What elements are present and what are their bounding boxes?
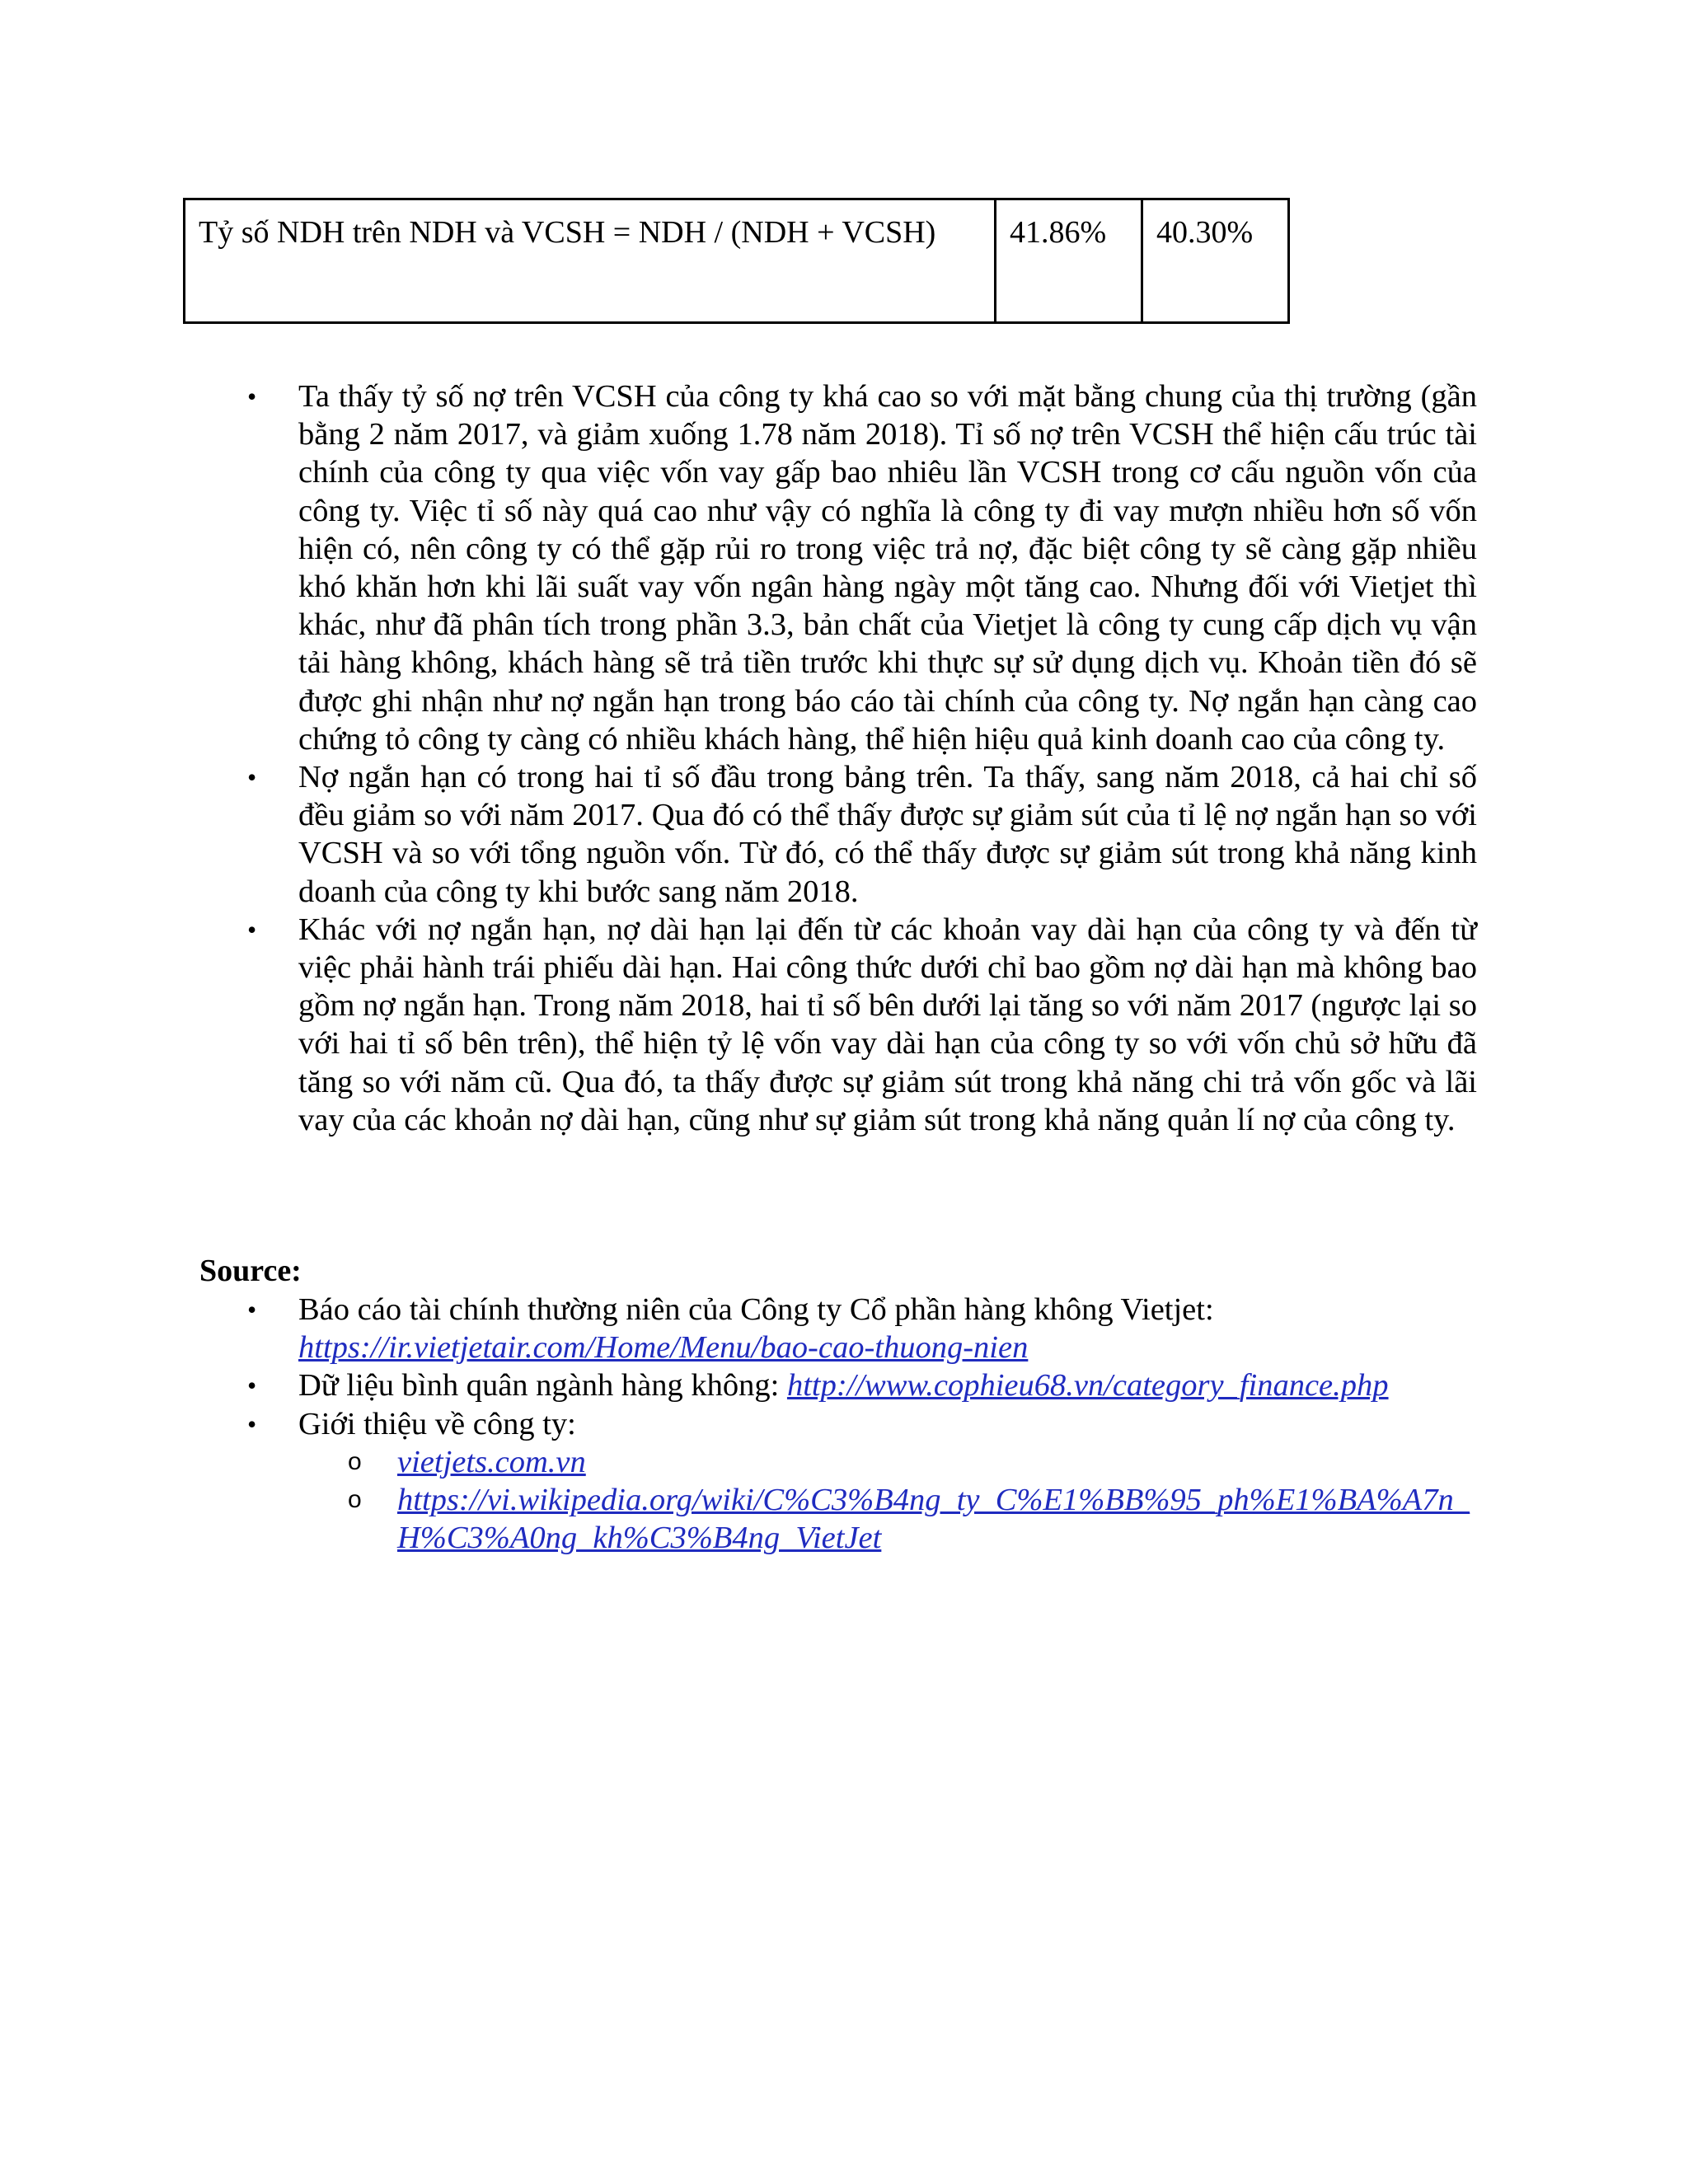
bullet-icon: • (247, 914, 257, 944)
value-2018-cell: 40.30% (1142, 199, 1289, 323)
source-text: Dữ liệu bình quân ngành hàng không: (298, 1368, 780, 1404)
bullet-text: Ta thấy tỷ số nợ trên VCSH của công ty khá cao so với mặt bằng chung của thị trường (gần bằng 2 năm 2017, và giảm xuống 1.78 năm 2018). Tỉ số nợ trên VCSH thể hiện cấu trúc tài chính của công ty qua việc vốn vay gấp bao nhiêu lần VCSH trong cơ cấu nguồn vốn của công ty. Việc tỉ số này quá cao như vậy có nghĩa là công ty đi vay mượn nhiều hơn số vốn hiện có, nên công ty có thể gặp rủi ro trong việc trả nợ, đặc biệt công ty sẽ càng gặp nhiều khó khăn hơn khi lãi suất vay vốn ngân hàng ngày một tăng cao. Nhưng đối với Vietjet thì khác, như đã phân tích trong phần 3.3, bản chất của Vietjet là công ty cung cấp dịch vụ vận tải hàng không, khách hàng sẽ trả tiền trước khi thực sự sử dụng dịch vụ. Khoản tiền đó sẽ được ghi nhận như nợ ngắn hạn trong báo cáo tài chính của công ty. Nợ ngắn hạn càng cao chứng tỏ công ty càng có nhiều khách hàng, thể hiện hiệu quả kinh doanh cao của công ty. (298, 379, 1477, 757)
sub-list-item (348, 1481, 1485, 1557)
source-text: Giới thiệu về công ty: (298, 1406, 576, 1441)
source-text: Báo cáo tài chính thường niên của Công ty Cổ phần hàng không Vietjet: (298, 1292, 1214, 1327)
annual-report-link[interactable]: https://ir.vietjetair.com/Home/Menu/bao-cao-thuong-nien (298, 1330, 1029, 1366)
bullet-icon: • (247, 762, 257, 793)
source-heading: Source: (199, 1254, 302, 1288)
source-item (247, 1291, 1477, 1366)
bullet-text: Khác với nợ ngắn hạn, nợ dài hạn lại đến từ các khoản vay dài hạn của công ty và đến từ việc phải hành trái phiếu dài hạn. Hai công thức dưới chỉ bao gồm nợ dài hạn mà không bao gồm nợ ngắn hạn. Trong năm 2018, hai tỉ số bên dưới lại tăng so với năm 2017 (ngược lại so với hai tỉ số bên trên), thể hiện tỷ lệ vốn vay dài hạn của công ty so với vốn chủ sở hữu đã tăng so với năm cũ. Qua đó, ta thấy được sự giảm sút trong khả năng chi trả vốn gốc và lãi vay của các khoản nợ dài hạn, cũng như sự giảm sút trong khả năng quản lí nợ của công ty. (298, 912, 1477, 1137)
source-item (247, 1405, 1477, 1558)
source-item (247, 1366, 1477, 1404)
bullet-icon: • (247, 1295, 257, 1324)
list-item (247, 758, 1477, 911)
bullet-icon: • (247, 1371, 257, 1401)
sub-list-item (348, 1443, 1485, 1481)
table-row (185, 199, 1289, 323)
list-item (247, 911, 1477, 1139)
value-2017-cell: 41.86% (996, 199, 1142, 323)
circle-bullet-icon: o (348, 1486, 362, 1514)
ratio-label-cell: Tỷ số NDH trên NDH và VCSH = NDH / (NDH + VCSH) (185, 199, 996, 323)
ratio-table (183, 198, 1290, 324)
bullet-text: Nợ ngắn hạn có trong hai tỉ số đầu trong bảng trên. Ta thấy, sang năm 2018, cả hai chỉ số đều giảm so với năm 2017. Qua đó có thể thấy được sự giảm sút của tỉ lệ nợ ngắn hạn so với VCSH và so với tổng nguồn vốn. Từ đó, có thể thấy được sự giảm sút trong khả năng kinh doanh của công ty khi bước sang năm 2018. (298, 760, 1477, 909)
analysis-bullet-list (0, 377, 1688, 1139)
circle-bullet-icon: o (348, 1447, 362, 1475)
vietjets-website-link[interactable]: vietjets.com.vn (397, 1444, 586, 1479)
source-list (0, 1291, 1688, 1557)
bullet-icon: • (247, 1408, 257, 1439)
industry-data-link[interactable]: http://www.cophieu68.vn/category_finance.php (786, 1368, 1389, 1404)
list-item (247, 377, 1477, 758)
bullet-icon: • (247, 382, 257, 411)
wikipedia-link[interactable]: https://vi.wikipedia.org/wiki/C%C3%B4ng_ty_C%E1%BB%95_ph%E1%BA%A7n_H%C3%A0ng_kh%C3%B4ng_VietJet (397, 1483, 1470, 1556)
company-links-sublist (298, 1443, 1477, 1558)
